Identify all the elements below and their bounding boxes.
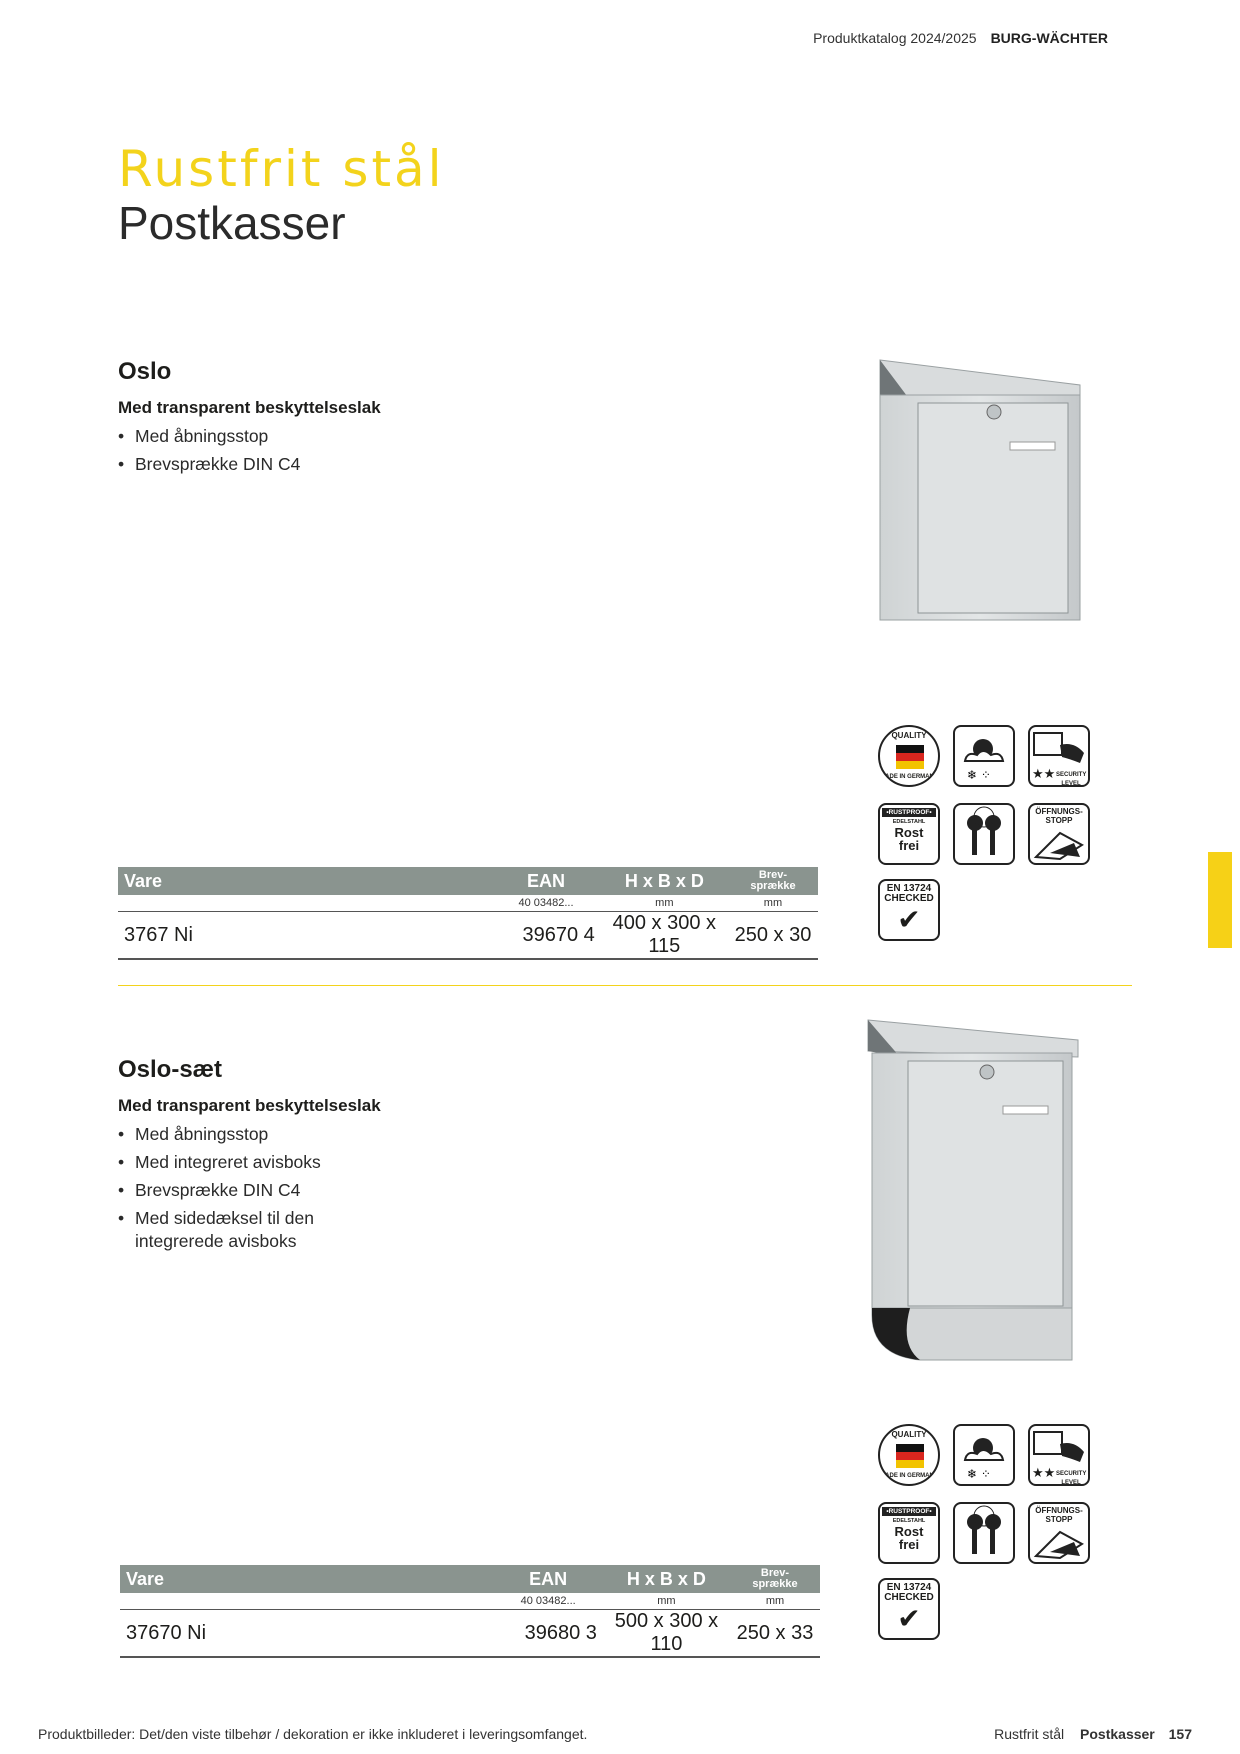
feature-item: • Med åbningsstop <box>118 425 438 448</box>
cell-ean: 39680 3 <box>493 1610 602 1658</box>
spec-table <box>120 1565 820 1658</box>
feature-item: • Med integreret avisboks <box>118 1151 418 1174</box>
col-slot: Brev- sprække <box>730 1565 820 1593</box>
feature-item: • Brevsprække DIN C4 <box>118 1179 418 1202</box>
footer-note: Produktbilleder: Det/den viste tilbehør / dekoration er ikke inkluderet i leveringsomfanget. <box>38 1726 588 1742</box>
category-title: Rustfrit stål <box>118 140 445 198</box>
svg-text:❄ ⁘: ❄ ⁘ <box>967 1467 991 1481</box>
opening-stop-icon: ÖFFNUNGS- STOPP <box>1028 803 1090 865</box>
footer-category: Rustfrit stål <box>994 1726 1065 1742</box>
opening-stop-icon: ÖFFNUNGS- STOPP <box>1028 1502 1090 1564</box>
table-row <box>118 912 818 960</box>
keys-icon <box>953 1502 1015 1564</box>
feature-icons <box>878 725 1098 945</box>
col-slot: Brev- sprække <box>728 867 818 895</box>
catalog-label: Produktkatalog 2024/2025 <box>813 30 977 46</box>
product-subtitle: Med transparent beskyttelseslak <box>118 1096 381 1115</box>
security-level-icon: ★★ SECURITY LEVEL <box>1028 1424 1090 1486</box>
col-vare: Vare <box>118 867 491 895</box>
unit-ean: 40 03482... <box>520 1595 576 1607</box>
unit-slot: mm <box>763 897 783 909</box>
svg-text:❄ ⁘: ❄ ⁘ <box>967 768 991 782</box>
feature-list <box>118 425 438 481</box>
brand-label: BURG-WÄCHTER <box>990 30 1108 46</box>
product-subtitle: Med transparent beskyttelseslak <box>118 398 381 417</box>
table-row <box>120 1610 820 1658</box>
security-level-icon: ★★ SECURITY LEVEL <box>1028 725 1090 787</box>
col-vare: Vare <box>120 1565 493 1593</box>
section-tab-marker <box>1208 852 1232 948</box>
made-in-germany-icon: QUALITY MADE IN GERMANY <box>878 1424 940 1486</box>
cell-dims: 500 x 300 x 110 <box>603 1610 730 1658</box>
cell-vare: 3767 Ni <box>118 912 491 960</box>
feature-list <box>118 1123 418 1258</box>
feature-icons <box>878 1424 1098 1644</box>
unit-slot: mm <box>765 1595 785 1607</box>
unit-dims: mm <box>657 1595 676 1607</box>
en-checked-icon: EN 13724 CHECKED ✔ <box>878 1578 940 1640</box>
weather-icon <box>953 1424 1015 1486</box>
product-name: Oslo-sæt <box>118 1056 223 1083</box>
col-dims: H x B x D <box>603 1565 730 1593</box>
footer-pageinfo <box>994 1726 1192 1742</box>
product-image-oslo-set <box>860 1015 1090 1365</box>
weather-icon <box>953 725 1015 787</box>
feature-item: • Brevsprække DIN C4 <box>118 453 438 476</box>
col-ean: EAN <box>491 867 601 895</box>
rustproof-icon: •RUSTPROOF• EDELSTAHL Rost frei <box>878 1502 940 1564</box>
footer-section: Postkasser <box>1080 1726 1155 1742</box>
unit-ean: 40 03482... <box>518 897 574 909</box>
cell-slot: 250 x 33 <box>730 1610 820 1658</box>
cell-slot: 250 x 30 <box>728 912 818 960</box>
product-name: Oslo <box>118 358 172 385</box>
col-dims: H x B x D <box>601 867 728 895</box>
cell-vare: 37670 Ni <box>120 1610 493 1658</box>
page-header <box>813 30 1108 46</box>
section-divider <box>118 985 1132 986</box>
section-title: Postkasser <box>118 197 346 249</box>
keys-icon <box>953 803 1015 865</box>
made-in-germany-icon: QUALITY MADE IN GERMANY <box>878 725 940 787</box>
cell-dims: 400 x 300 x 115 <box>601 912 728 960</box>
spec-table <box>118 867 818 960</box>
col-ean: EAN <box>493 1565 602 1593</box>
unit-dims: mm <box>655 897 674 909</box>
rustproof-icon: •RUSTPROOF• EDELSTAHL Rost frei <box>878 803 940 865</box>
feature-item: • Med åbningsstop <box>118 1123 418 1146</box>
cell-ean: 39670 4 <box>491 912 601 960</box>
product-image-oslo <box>870 355 1090 630</box>
en-checked-icon: EN 13724 CHECKED ✔ <box>878 879 940 941</box>
feature-item: • Med sidedæksel til den integrerede avisboks <box>118 1207 355 1253</box>
page-number: 157 <box>1168 1726 1192 1742</box>
